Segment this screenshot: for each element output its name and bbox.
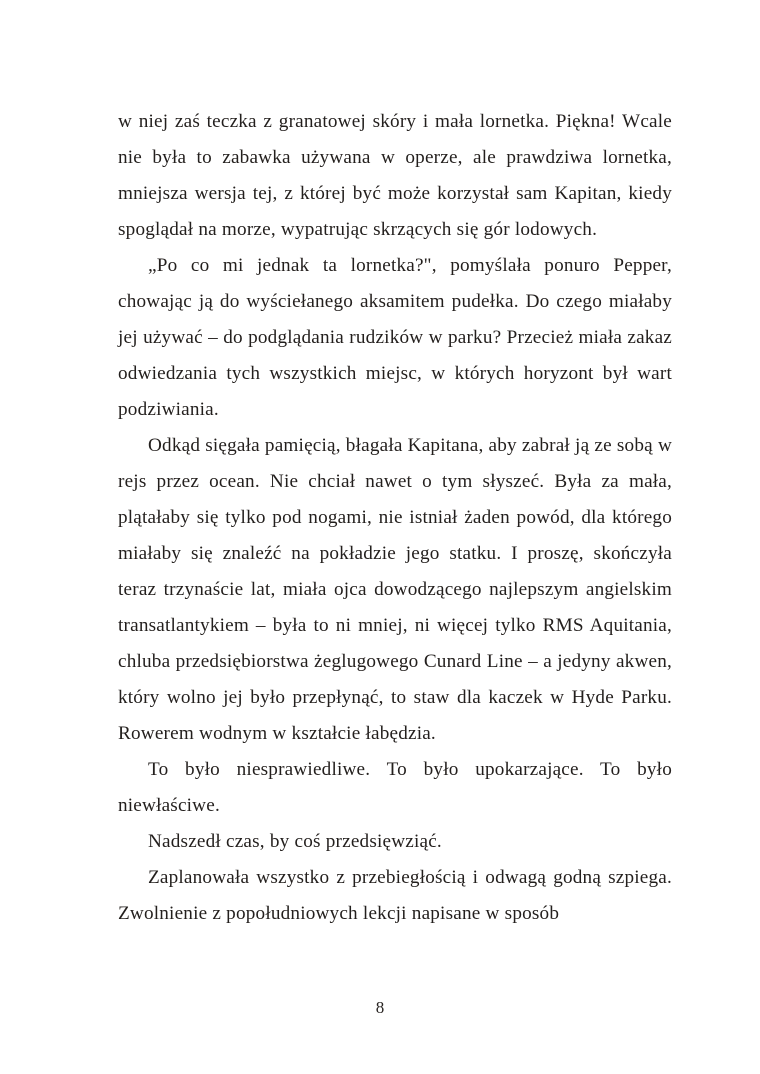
paragraph-1: w niej zaś teczka z granatowej skóry i mała lornetka. Piękna! Wcale nie była to zabawka używana w operze, ale prawdziwa lornetka, mniejsza wersja tej, z której być może korzystał sam Kapitan, kiedy spoglądał na morze, wypatrując skrzących się gór lodowych.: [118, 111, 672, 240]
paragraph-2: „Po co mi jednak ta lornetka?", pomyślała ponuro Pepper, chowając ją do wyściełanego aksamitem pudełka. Do czego miałaby jej używać – do podglądania rudzików w parku? Przecież miała zakaz odwiedzania tych wszystkich miejsc, w których horyzont był wart podziwiania.: [118, 255, 672, 420]
paragraph-6: Zaplanowała wszystko z przebiegłością i odwagą godną szpiega. Zwolnienie z popołudniowych lekcji napisane w sposób: [118, 867, 672, 924]
paragraph-4: To było niesprawiedliwe. To było upokarzające. To było niewłaściwe.: [118, 759, 672, 816]
paragraph-3: Odkąd sięgała pamięcią, błagała Kapitana, aby zabrał ją ze sobą w rejs przez ocean. Nie chciał nawet o tym słyszeć. Była za mała, plątałaby się tylko pod nogami, nie istniał żaden powód, dla którego miałaby się znaleźć na pokładzie jego statku. I proszę, skończyła teraz trzynaście lat, miała ojca dowodzącego najlepszym angielskim transatlantykiem – była to ni mniej, ni więcej tylko RMS Aquitania, chluba przedsiębiorstwa żeglugowego Cunard Line – a jedyny akwen, który wolno jej było przepłynąć, to staw dla kaczek w Hyde Parku. Rowerem wodnym w kształcie łabędzia.: [118, 435, 672, 744]
paragraph-5: Nadszedł czas, by coś przedsięwziąć.: [148, 831, 442, 852]
body-text-block: [118, 104, 672, 932]
page-number: 8: [375, 998, 385, 1017]
